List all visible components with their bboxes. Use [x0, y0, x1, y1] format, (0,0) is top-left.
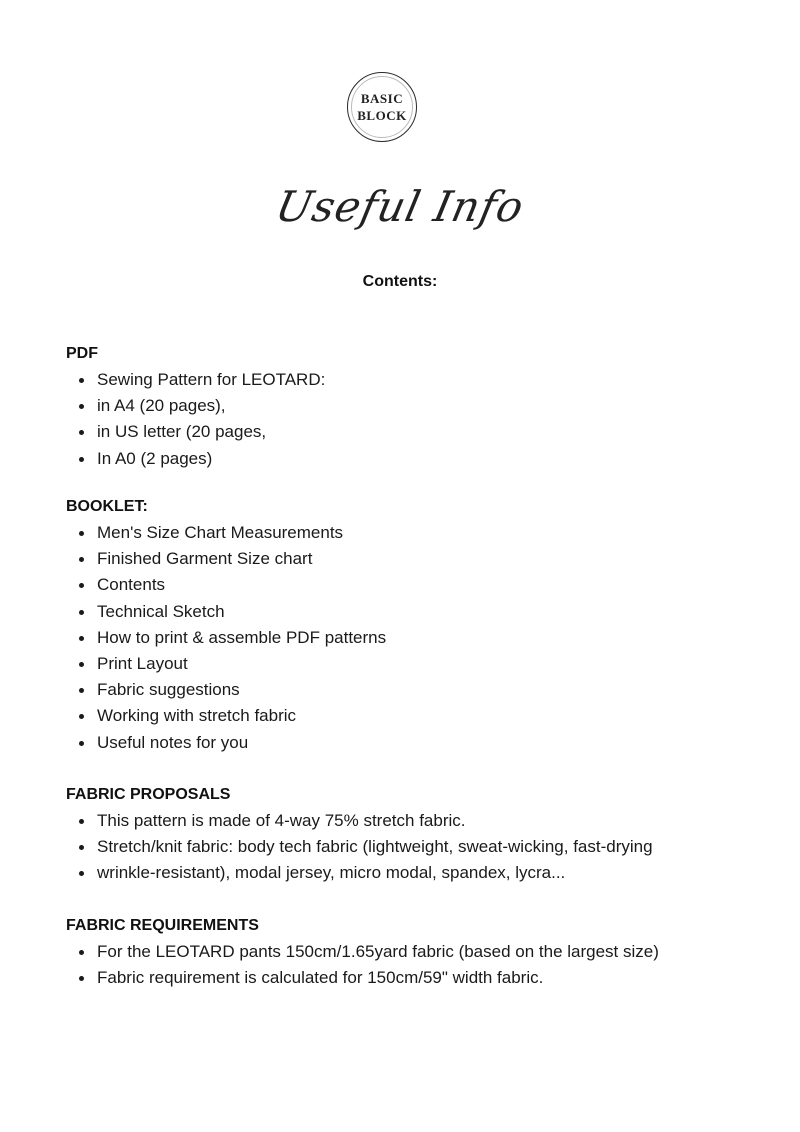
- section-title-fabric-proposals: FABRIC PROPOSALS: [66, 786, 231, 803]
- bullet-icon: [79, 583, 84, 588]
- list-item: [66, 572, 766, 598]
- section-fabric-requirements: [66, 913, 766, 991]
- fabric-proposals-list: [66, 808, 766, 887]
- list-item-text: Useful notes for you: [97, 732, 249, 752]
- bullet-icon: [79, 741, 84, 746]
- list-item-text: in A4 (20 pages),: [97, 396, 226, 416]
- list-item-text: Finished Garment Size chart: [97, 549, 313, 569]
- list-item-text: Fabric suggestions: [97, 680, 240, 700]
- list-item-text: This pattern is made of 4-way 75% stretch fabric.: [97, 811, 466, 830]
- list-item: [66, 834, 766, 860]
- section-title-pdf: PDF: [66, 345, 98, 362]
- list-item: [66, 419, 766, 445]
- list-item-text: Stretch/knit fabric: body tech fabric (lightweight, sweat-wicking, fast-drying: [97, 837, 653, 857]
- bullet-icon: [79, 531, 84, 536]
- list-item-text: Men's Size Chart Measurements: [97, 523, 344, 542]
- list-item-text: Contents: [97, 575, 166, 595]
- list-item: [66, 367, 766, 393]
- list-item: [66, 808, 766, 834]
- basic-block-logo: [347, 72, 417, 142]
- list-item: [66, 446, 766, 472]
- section-booklet: [66, 494, 766, 756]
- bullet-icon: [79, 714, 84, 719]
- contents-heading: Contents:: [362, 273, 438, 290]
- bullet-icon: [79, 430, 84, 435]
- list-item-text: wrinkle-resistant), modal jersey, micro modal, spandex, lycra...: [97, 863, 566, 883]
- list-item-text: Fabric requirement is calculated for 150cm/59" width fabric.: [97, 968, 544, 988]
- fabric-requirements-list: [66, 939, 766, 991]
- list-item: [66, 651, 766, 677]
- list-item: [66, 860, 766, 886]
- bullet-icon: [79, 636, 84, 641]
- bullet-icon: [79, 662, 84, 667]
- bullet-icon: [79, 378, 84, 383]
- bullet-icon: [79, 819, 84, 824]
- list-item-text: Print Layout: [97, 653, 188, 673]
- list-item-text: For the LEOTARD pants 150cm/1.65yard fabric (based on the largest size): [97, 942, 659, 961]
- logo-line-1: BASIC: [360, 91, 404, 106]
- list-item: [66, 730, 766, 756]
- bullet-icon: [79, 688, 84, 693]
- list-item-text: Working with stretch fabric: [97, 706, 297, 726]
- list-item: [66, 599, 766, 625]
- pdf-list: [66, 367, 766, 472]
- bullet-icon: [79, 404, 84, 409]
- list-item-text: in US letter (20 pages,: [97, 422, 267, 442]
- list-item: [66, 546, 766, 572]
- bullet-icon: [79, 950, 84, 955]
- page-title: Useful Info: [271, 182, 529, 231]
- list-item-text: In A0 (2 pages): [97, 448, 213, 468]
- list-item: [66, 703, 766, 729]
- list-item-text: Technical Sketch: [97, 601, 225, 621]
- section-title-booklet: BOOKLET:: [66, 498, 148, 515]
- bullet-icon: [79, 610, 84, 615]
- list-item-text: Sewing Pattern for LEOTARD:: [97, 370, 326, 389]
- bullet-icon: [79, 457, 84, 462]
- list-item: [66, 625, 766, 651]
- bullet-icon: [79, 845, 84, 850]
- logo-line-2: BLOCK: [357, 108, 407, 123]
- bullet-icon: [79, 976, 84, 981]
- bullet-icon: [79, 557, 84, 562]
- list-item: [66, 677, 766, 703]
- section-title-fabric-requirements: FABRIC REQUIREMENTS: [66, 917, 259, 934]
- bullet-icon: [79, 871, 84, 876]
- section-fabric-proposals: [66, 782, 766, 887]
- list-item: [66, 520, 766, 546]
- list-item: [66, 393, 766, 419]
- list-item: [66, 939, 766, 965]
- booklet-list: [66, 520, 766, 756]
- list-item: [66, 965, 766, 991]
- section-pdf: [66, 341, 766, 472]
- list-item-text: How to print & assemble PDF patterns: [97, 627, 387, 647]
